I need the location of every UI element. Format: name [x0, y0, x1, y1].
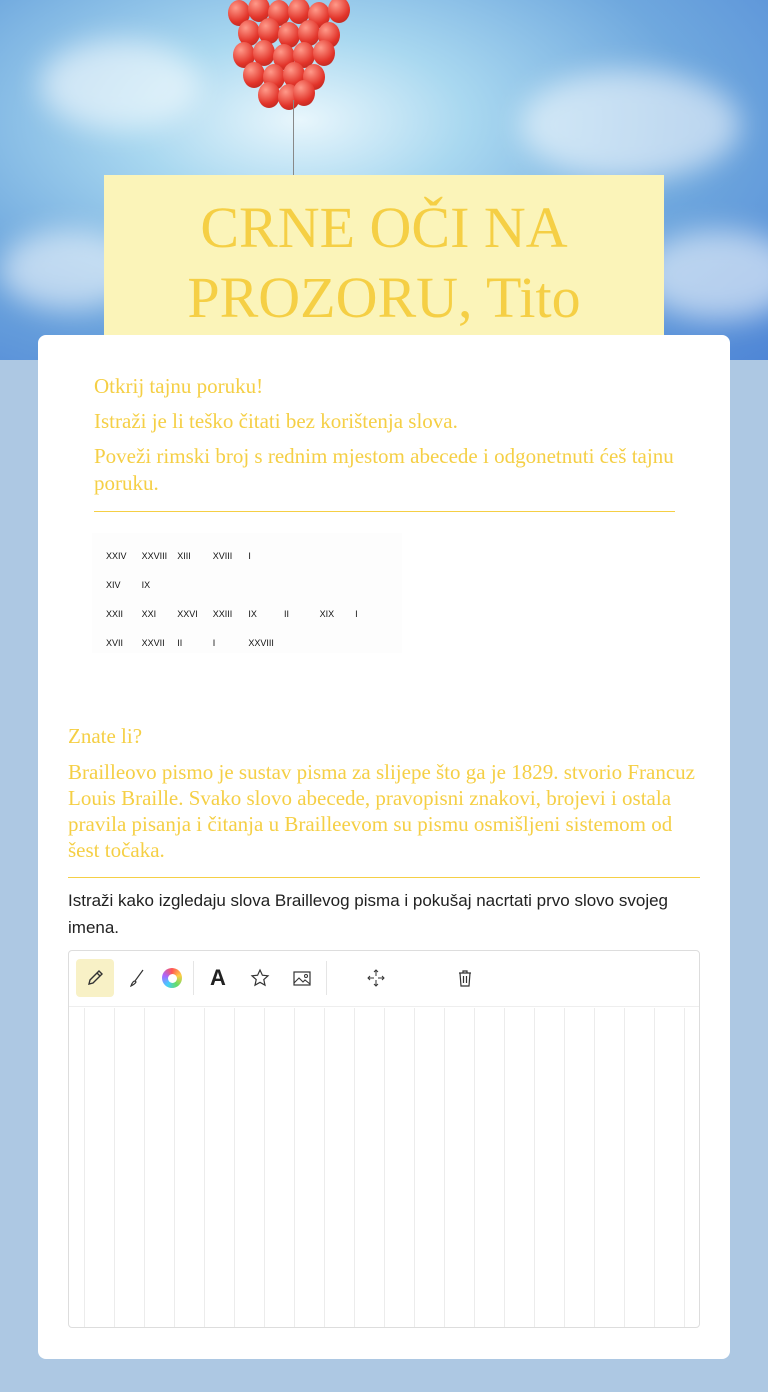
intro-line: Otkrij tajnu poruku!	[94, 374, 264, 398]
cipher-cell	[284, 570, 320, 599]
color-picker-button[interactable]	[153, 959, 191, 997]
cipher-cell	[355, 541, 391, 570]
cipher-cell: I	[355, 608, 358, 619]
cipher-cell: XIV	[106, 579, 121, 590]
cipher-row	[106, 541, 391, 570]
cipher-cell: XVIII	[212, 550, 233, 561]
color-wheel-icon	[162, 968, 182, 988]
brush-tool-button[interactable]	[118, 959, 156, 997]
pencil-tool-button[interactable]	[76, 959, 114, 997]
cipher-cell: XXVIII	[141, 550, 168, 561]
star-icon	[250, 968, 270, 988]
cipher-cell	[320, 541, 356, 570]
trash-icon	[455, 968, 475, 988]
cipher-cell: XVII	[106, 637, 124, 648]
intro-line: Poveži rimski broj s rednim mjestom abecede i odgonetnuti ćeš tajnu poruku.	[94, 444, 674, 495]
cipher-cell: XXVII	[141, 637, 165, 648]
cipher-cell: XXIII	[212, 608, 233, 619]
cipher-cell	[320, 570, 356, 599]
cipher-cell	[355, 628, 391, 657]
intro-line: Istraži je li teško čitati bez korištenja slova.	[94, 409, 458, 433]
cipher-cell: IX	[248, 608, 257, 619]
text-tool-button[interactable]	[199, 959, 237, 997]
cipher-cell: II	[283, 608, 289, 619]
cipher-cell: XXVI	[177, 608, 198, 619]
cipher-table	[92, 533, 402, 653]
balloons-image	[228, 0, 358, 115]
cipher-cell: XIII	[177, 550, 191, 561]
facts-heading: Znate li?	[68, 724, 143, 748]
intro-text	[94, 373, 674, 505]
cipher-cell	[248, 570, 284, 599]
cipher-row	[106, 599, 391, 628]
move-icon	[366, 968, 386, 988]
divider	[68, 877, 700, 878]
image-icon	[292, 968, 312, 988]
sticker-tool-button[interactable]	[241, 959, 279, 997]
brush-icon	[127, 968, 147, 988]
cipher-cell	[177, 570, 213, 599]
drawing-area[interactable]	[69, 1008, 699, 1327]
cipher-cell	[355, 570, 391, 599]
cipher-cell: XXIV	[106, 550, 127, 561]
facts-body: Brailleovo pismo je sustav pisma za slijepe što ga je 1829. stvorio Francuz Louis Braille. Svako slovo abecede, pravopisni znakovi, brojevi i ostala pravila pisanja i čitanja u Brailleevom su pismu osmišljeni sistemom od šest točaka.	[68, 760, 695, 862]
delete-button[interactable]	[446, 959, 484, 997]
cipher-row	[106, 570, 391, 599]
cipher-cell	[320, 628, 356, 657]
pencil-icon	[85, 968, 105, 988]
page-title: CRNE OČI NA PROZORU, Tito	[187, 195, 581, 330]
content-card	[38, 335, 730, 1359]
text-icon: A	[210, 965, 226, 990]
task-text: Istraži kako izgledaju slova Braillevog pisma i pokušaj nacrtati prvo slovo svojeg imena.	[68, 891, 669, 937]
title-banner	[104, 175, 664, 340]
move-tool-button[interactable]	[357, 959, 395, 997]
divider	[94, 511, 675, 512]
image-tool-button[interactable]	[283, 959, 321, 997]
drawing-toolbar	[69, 951, 699, 1007]
facts-section	[68, 723, 708, 863]
cipher-cell	[284, 541, 320, 570]
cipher-cell: XIX	[319, 608, 335, 619]
cipher-cell: I	[212, 637, 216, 648]
cipher-row	[106, 628, 391, 657]
cipher-cell: XXII	[106, 608, 124, 619]
cipher-cell	[213, 570, 249, 599]
drawing-canvas[interactable]	[68, 950, 700, 1328]
cipher-cell: II	[177, 637, 183, 648]
cipher-cell	[284, 628, 320, 657]
cipher-cell: XXI	[141, 608, 157, 619]
cipher-cell: XXVIII	[248, 637, 274, 648]
cipher-cell: I	[248, 550, 251, 561]
cipher-cell: IX	[141, 579, 151, 590]
